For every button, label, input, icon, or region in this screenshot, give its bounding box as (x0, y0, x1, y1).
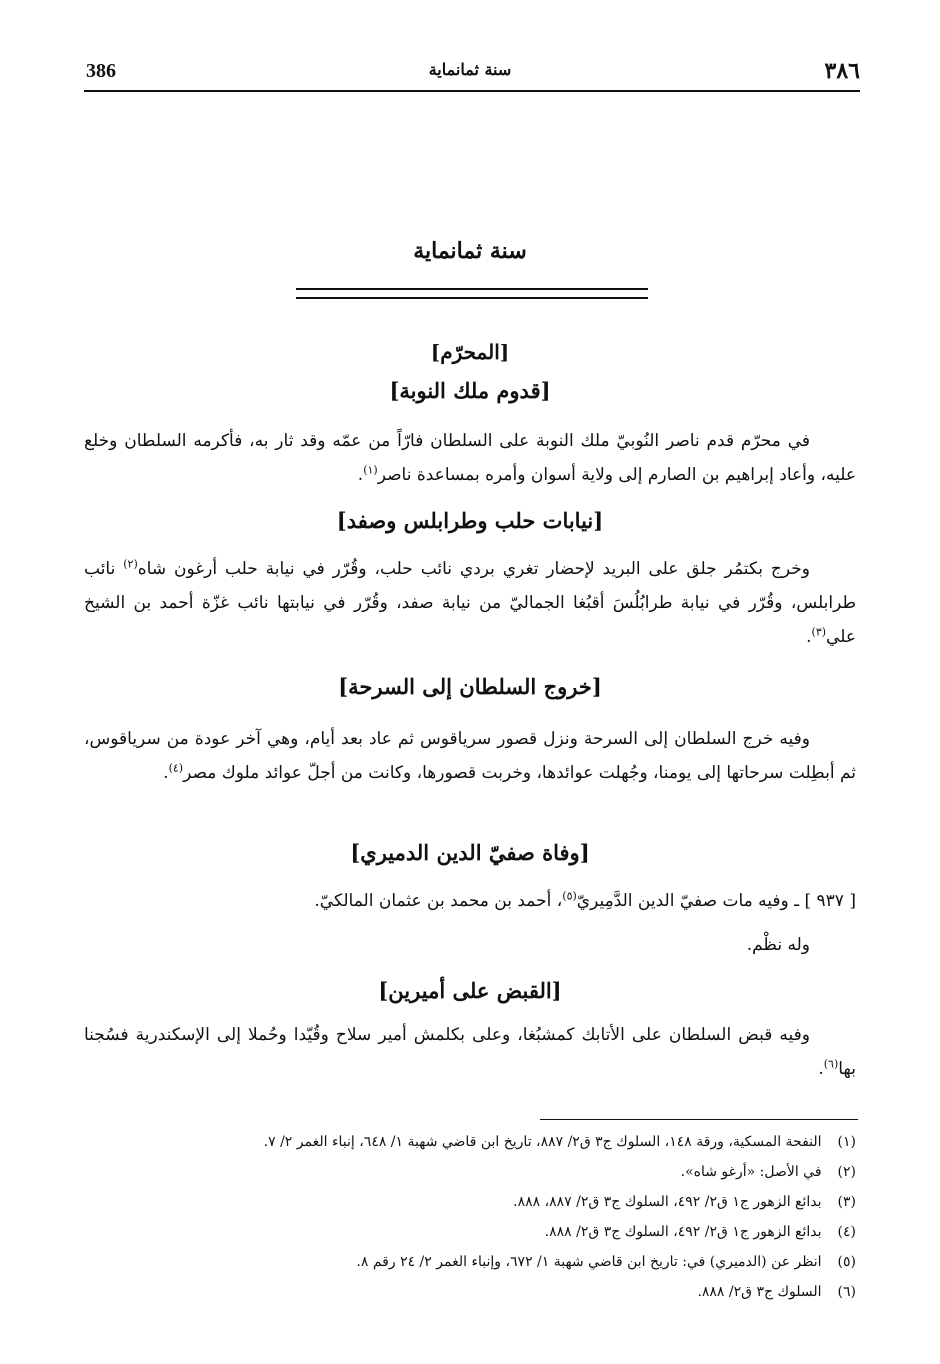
footnote-text: بدائع الزهور ج١ ق٢/ ٤٩٢، السلوك ج٣ ق٢/ ٨٨٨. (544, 1224, 822, 1240)
title-rule-top (296, 288, 648, 290)
footnote-number: (٦) (837, 1284, 856, 1300)
section-paragraph (84, 1018, 856, 1086)
footnote-number: (٢) (837, 1164, 856, 1180)
section-paragraph (84, 884, 856, 918)
section-paragraph (84, 552, 856, 654)
section-heading: [خروج السلطان إلى السرحة] (338, 674, 602, 699)
footnote-text: السلوك ج٣ ق٢/ ٨٨٨. (697, 1284, 822, 1300)
section-heading: [نيابات حلب وطرابلس وصفد] (336, 508, 604, 533)
footnote-reference[interactable]: (٤) (168, 761, 184, 775)
footnote-separator (540, 1119, 858, 1120)
footnotes-list (84, 1127, 856, 1307)
footnote-reference[interactable]: (٦) (823, 1057, 839, 1071)
paragraph-end: . (357, 465, 364, 485)
paragraph-text: ، أحمد بن محمد بن عثمان المالكيّ. (314, 891, 563, 911)
section-heading: [قدوم ملك النوبة] (389, 378, 551, 403)
footnote-text: انظر عن (الدميري) في: تاريخ ابن قاضي شهبة ١/ ٦٧٢، وإنباء الغمر ٢/ ٢٤ رقم ٨. (356, 1254, 822, 1270)
month-heading: [المحرّم] (430, 340, 510, 364)
footnote-reference[interactable]: (٥) (562, 889, 577, 903)
section-paragraph (84, 424, 856, 492)
footnote-item (84, 1127, 856, 1157)
footnote-item (84, 1187, 856, 1217)
paragraph-text: وخرج بكتمُر جلق على البريد لإحضار تغري بردي نائب حلب، وقُرّر في نيابة حلب أرغون شاه (137, 559, 810, 579)
footnote-text: بدائع الزهور ج١ ق٢/ ٤٩٢، السلوك ج٣ ق٢/ ٨٨٧، ٨٨٨. (513, 1194, 822, 1210)
footnote-text: في الأصل: «أرغو شاه». (680, 1164, 822, 1180)
running-title: سنة ثمانماية (428, 60, 512, 79)
footnote-number: (٣) (837, 1194, 856, 1210)
footnote-item (84, 1277, 856, 1307)
section-paragraph (84, 722, 856, 790)
footnote-text: النفحة المسكية، ورقة ١٤٨، السلوك ج٣ ق٢/ ٨٨٧، تاريخ ابن قاضي شهبة ١/ ٦٤٨، إنباء الغمر ٢/ ٧. (263, 1134, 822, 1150)
paragraph-end: . (163, 763, 169, 783)
footnote-reference[interactable]: (١) (363, 463, 378, 477)
footnote-item (84, 1247, 856, 1277)
paragraph-end: . (818, 1059, 824, 1079)
footnote-number: (١) (837, 1134, 856, 1150)
section-heading: [وفاة صفيّ الدين الدميري] (350, 840, 590, 865)
paragraph-text: وله نظْم. (746, 935, 810, 955)
title-rule-bottom (296, 297, 648, 299)
paragraph-text: في محرّم قدم ناصر النُوبيّ ملك النوبة على السلطان فارّاً من عمّه وقد ثار به، فأكرمه السلطان وخلع عليه، وأعاد إبراهيم بن الصارم إلى ولاية أسوان وأمره بمساعدة ناصر (84, 431, 856, 485)
paragraph-text: نائب طرابلس، وقُرّر في نيابة طرابُلُسَ أقبُغا الجماليّ من نيابة صفد، وقُرّر في نيابتها نائب غزّة أحمد بن الشيخ علي (84, 559, 856, 647)
section-heading: [القبض على أميرين] (378, 978, 562, 1003)
page-number-latin: 386 (86, 60, 116, 82)
page-number-arabic: ٣٨٦ (824, 58, 860, 84)
footnote-number: (٤) (837, 1224, 856, 1240)
chapter-title: سنة ثمانماية (413, 238, 527, 264)
footnote-item (84, 1157, 856, 1187)
paragraph-text: وفيه قبض السلطان على الأتابك كمشبُغا، وعلى بكلمش أمير سلاح وقُيّدا وحُملا إلى الإسكندرية فسُجنا بها (84, 1025, 856, 1079)
footnote-reference[interactable]: (٢) (123, 557, 138, 571)
paragraph-text: وفيه خرج السلطان إلى السرحة ونزل قصور سرياقوس ثم عاد بعد أيام، وهي آخر عودة من سرياقوس، ثم أبطِلت سرحاتها إلى يومنا، وجُهلت عوائدها، وخربت قصورها، وكانت من أجلّ عوائد ملوك مصر (84, 729, 856, 783)
footnote-reference[interactable]: (٣) (811, 625, 827, 639)
header-rule (84, 90, 860, 92)
section-paragraph-line (84, 928, 856, 962)
footnote-item (84, 1217, 856, 1247)
paragraph-text: [ ٩٣٧ ] ـ وفيه مات صفيّ الدين الدَّمِيريّ (576, 891, 856, 911)
paragraph-end: . (806, 627, 812, 647)
footnote-number: (٥) (837, 1254, 856, 1270)
